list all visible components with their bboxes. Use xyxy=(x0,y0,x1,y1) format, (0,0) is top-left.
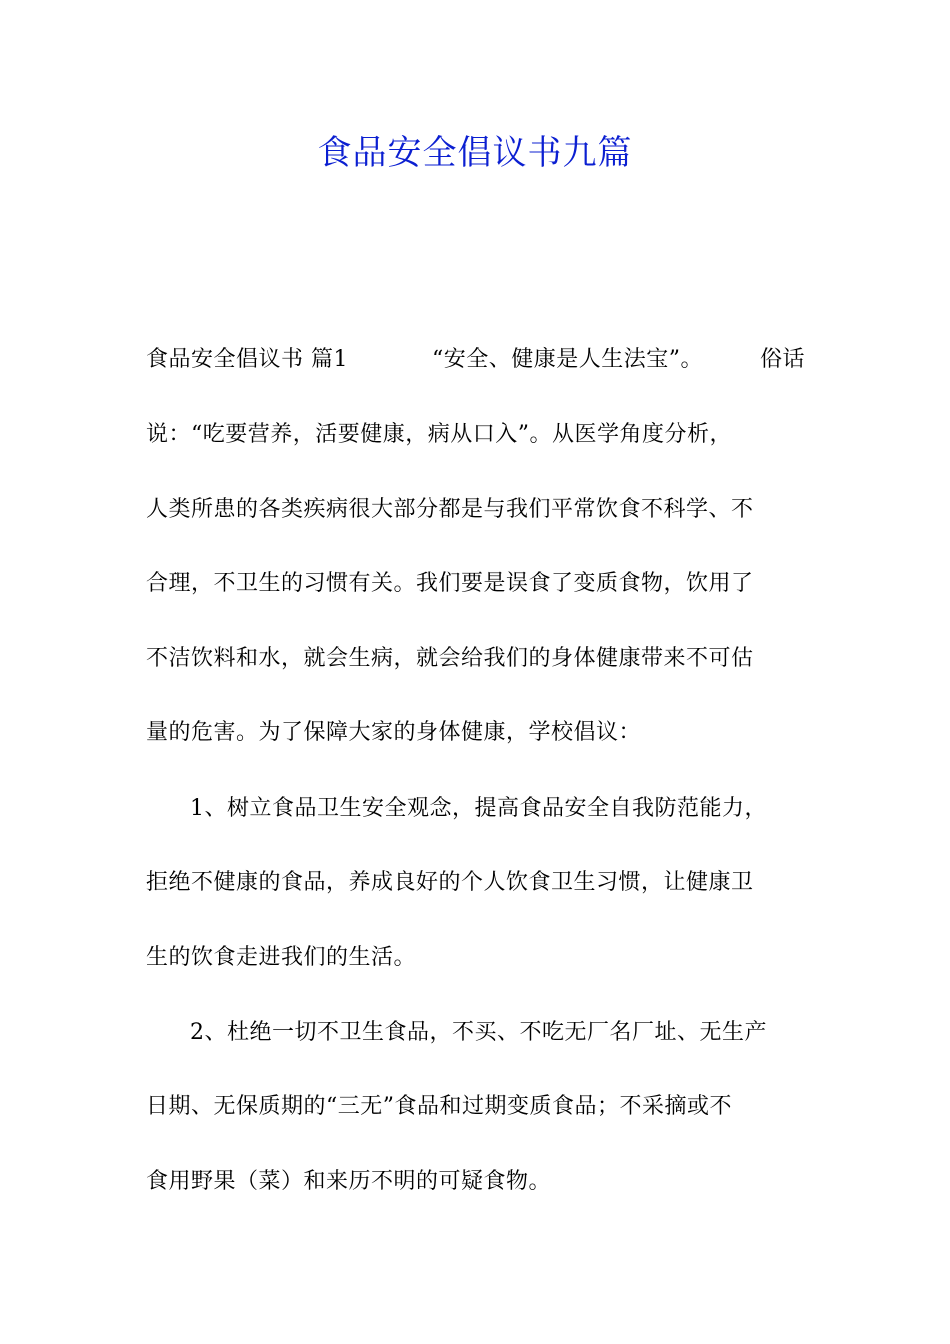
body-line: 生的饮食走进我们的生活。 xyxy=(146,945,417,970)
body-line: 食用野果（菜）和来历不明的可疑食物。 xyxy=(146,1169,552,1194)
body-line: 量的危害。为了保障大家的身体健康，学校倡议： xyxy=(146,720,642,745)
document-title: 食品安全倡议书九篇 xyxy=(317,133,633,173)
body-line: 人类所患的各类疾病很大部分都是与我们平常饮食不科学、不 xyxy=(146,497,754,522)
body-line: 不洁饮料和水，就会生病，就会给我们的身体健康带来不可估 xyxy=(146,646,754,671)
section-heading: 食品安全倡议书 篇1 xyxy=(146,347,348,372)
body-line: 日期、无保质期的“三无”食品和过期变质食品；不采摘或不 xyxy=(146,1094,732,1119)
body-line: 合理，不卫生的习惯有关。我们要是误食了变质食物，饮用了 xyxy=(146,571,754,596)
body-text: 俗话 xyxy=(760,347,806,372)
list-item-2-line: 2、杜绝一切不卫生食品，不买、不吃无厂名厂址、无生产 xyxy=(190,1020,767,1045)
body-line: 拒绝不健康的食品，养成良好的个人饮食卫生习惯，让健康卫 xyxy=(146,870,754,895)
quote-text: “安全、健康是人生法宝”。 xyxy=(432,347,703,372)
body-line: 说：“吃要营养，活要健康，病从口入”。从医学角度分析， xyxy=(146,422,732,447)
list-item-1-line: 1、树立食品卫生安全观念，提高食品安全自我防范能力， xyxy=(190,796,767,821)
